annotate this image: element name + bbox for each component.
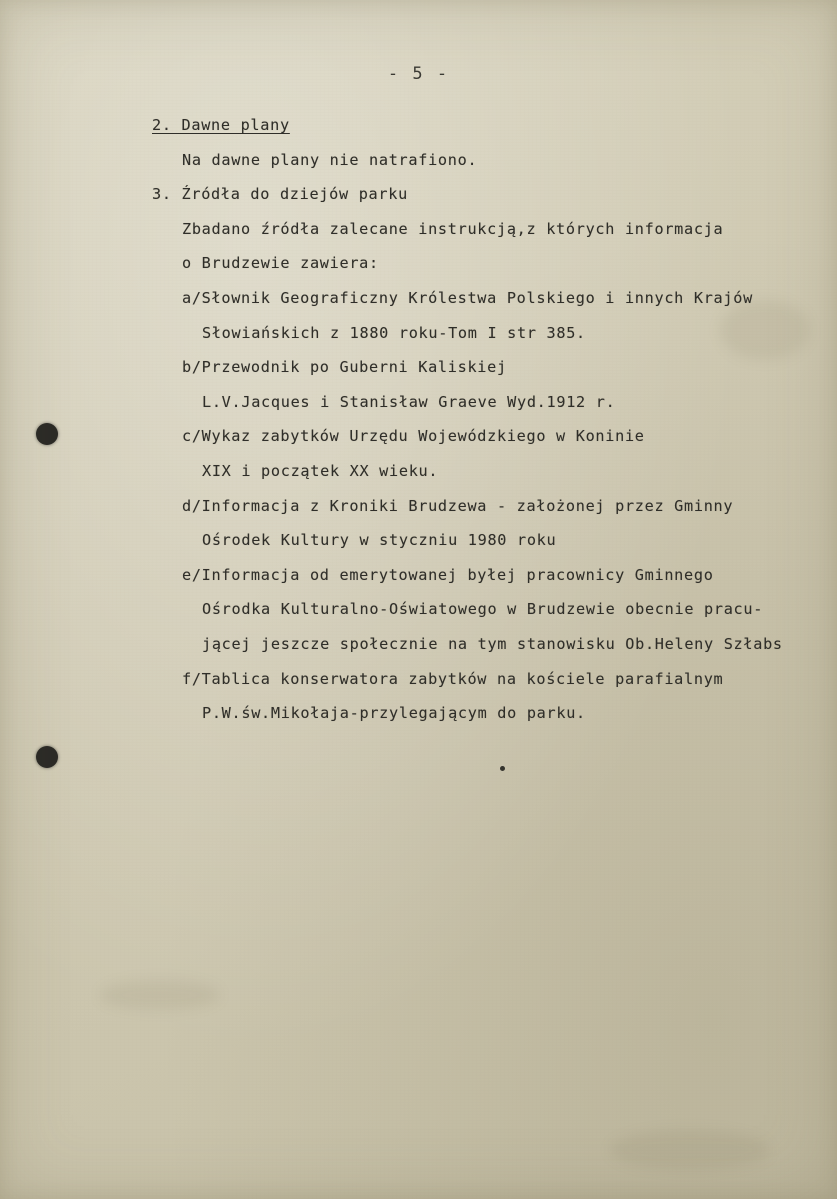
body-line: o Brudzewie zawiera: [182, 254, 379, 273]
source-item-e-cont2: jącej jeszcze społecznie na tym stanowisku Ob.Heleny Szłabs [202, 634, 783, 653]
paper-smudge [100, 980, 220, 1010]
source-item-a: a/Słownik Geograficzny Królestwa Polskiego i innych Krajów [182, 288, 753, 307]
body-line: Na dawne plany nie natrafiono. [182, 150, 478, 169]
source-item-f: f/Tablica konserwatora zabytków na kościele parafialnym [182, 669, 724, 688]
page-number: - 5 - [387, 64, 450, 84]
source-item-d: d/Informacja z Kroniki Brudzewa - założonej przez Gminny [182, 496, 734, 515]
paper-smudge [610, 1130, 770, 1170]
source-item-d-cont: Ośrodek Kultury w styczniu 1980 roku [202, 531, 557, 550]
section-heading-sources: 3. Źródła do dziejów parku [152, 185, 408, 204]
punch-hole-icon [36, 746, 58, 768]
source-item-f-cont: P.W.św.Mikołaja-przylegającym do parku. [202, 704, 586, 723]
section-heading: 2. Dawne plany [152, 116, 290, 134]
source-item-a-cont: Słowiańskich z 1880 roku-Tom I str 385. [202, 323, 586, 342]
source-item-c: c/Wykaz zabytków Urzędu Wojewódzkiego w Koninie [182, 427, 645, 446]
document-body [152, 108, 812, 731]
ink-dot [500, 766, 505, 771]
punch-hole-icon [36, 423, 58, 445]
source-item-b-cont: L.V.Jacques i Stanisław Graeve Wyd.1912 r. [202, 392, 616, 411]
source-item-e-cont: Ośrodka Kulturalno-Oświatowego w Brudzewie obecnie pracu- [202, 600, 764, 619]
source-item-e: e/Informacja od emerytowanej byłej pracownicy Gminnego [182, 565, 714, 584]
source-item-c-cont: XIX i początek XX wieku. [202, 461, 439, 480]
source-item-b: b/Przewodnik po Guberni Kaliskiej [182, 358, 507, 377]
body-line: Zbadano źródła zalecane instrukcją,z których informacja [182, 219, 724, 238]
